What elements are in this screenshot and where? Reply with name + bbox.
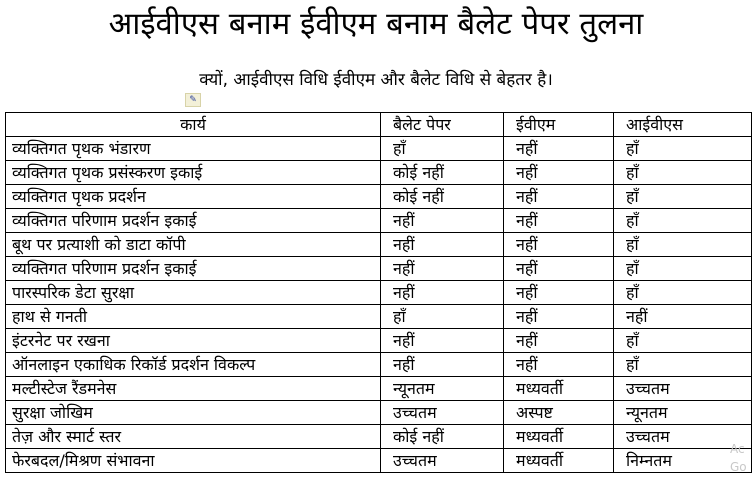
cell-ballot-paper: कोई नहीं (381, 161, 504, 185)
comparison-table (5, 112, 752, 473)
watermark-line-1: Ac (730, 442, 745, 456)
cell-evm: नहीं (504, 185, 614, 209)
table-row (6, 137, 752, 161)
table-row (6, 377, 752, 401)
table-row (6, 305, 752, 329)
cell-task: हाथ से गनती (6, 305, 381, 329)
cell-ivs: हाँ (614, 137, 752, 161)
word-comment-marker-icon[interactable]: ✎ (185, 93, 201, 107)
cell-evm: नहीं (504, 209, 614, 233)
cell-task: व्यक्तिगत पृथक प्रदर्शन (6, 185, 381, 209)
cell-ballot-paper: नहीं (381, 209, 504, 233)
cell-evm: अस्पष्ट (504, 401, 614, 425)
table-row (6, 401, 752, 425)
cell-ballot-paper: हाँ (381, 305, 504, 329)
cell-ivs: न्यूनतम (614, 401, 752, 425)
cell-ivs: हाँ (614, 185, 752, 209)
cell-task: व्यक्तिगत पृथक भंडारण (6, 137, 381, 161)
cell-ballot-paper: नहीं (381, 233, 504, 257)
cell-ballot-paper: नहीं (381, 281, 504, 305)
table-row (6, 281, 752, 305)
cell-ballot-paper: नहीं (381, 329, 504, 353)
cell-ballot-paper: कोई नहीं (381, 425, 504, 449)
cell-task: ऑनलाइन एकाधिक रिकॉर्ड प्रदर्शन विकल्प (6, 353, 381, 377)
cell-task: व्यक्तिगत परिणाम प्रदर्शन इकाई (6, 257, 381, 281)
cell-ivs: हाँ (614, 329, 752, 353)
header-ballot-paper: बैलेट पेपर (381, 113, 504, 137)
cell-task: बूथ पर प्रत्याशी को डाटा कॉपी (6, 233, 381, 257)
cell-task: फेरबदल/मिश्रण संभावना (6, 449, 381, 473)
table-row (6, 353, 752, 377)
cell-evm: मध्यवर्ती (504, 377, 614, 401)
cell-task: इंटरनेट पर रखना (6, 329, 381, 353)
cell-ivs: नहीं (614, 305, 752, 329)
cell-ballot-paper: नहीं (381, 353, 504, 377)
table-row (6, 185, 752, 209)
table-row (6, 233, 752, 257)
header-task: कार्य (6, 113, 381, 137)
cell-evm: नहीं (504, 257, 614, 281)
table-row (6, 209, 752, 233)
cell-ivs: उच्चतम (614, 377, 752, 401)
table-row (6, 161, 752, 185)
cell-ballot-paper: नहीं (381, 257, 504, 281)
header-ivs: आईवीएस (614, 113, 752, 137)
cell-evm: नहीं (504, 329, 614, 353)
cell-ballot-paper: उच्चतम (381, 401, 504, 425)
cell-evm: नहीं (504, 137, 614, 161)
cell-evm: नहीं (504, 353, 614, 377)
cell-task: पारस्परिक डेटा सुरक्षा (6, 281, 381, 305)
cell-ballot-paper: उच्चतम (381, 449, 504, 473)
cell-evm: मध्यवर्ती (504, 425, 614, 449)
cell-evm: नहीं (504, 281, 614, 305)
header-evm: ईवीएम (504, 113, 614, 137)
cell-ivs: हाँ (614, 353, 752, 377)
cell-ivs: हाँ (614, 161, 752, 185)
cell-evm: नहीं (504, 161, 614, 185)
cell-evm: नहीं (504, 305, 614, 329)
table-row (6, 425, 752, 449)
cell-ivs: हाँ (614, 209, 752, 233)
cell-ivs: हाँ (614, 233, 752, 257)
cell-ivs: उच्चतम (614, 425, 752, 449)
cell-evm: मध्यवर्ती (504, 449, 614, 473)
cell-evm: नहीं (504, 233, 614, 257)
cell-ballot-paper: कोई नहीं (381, 185, 504, 209)
cell-task: तेज़ और स्मार्ट स्तर (6, 425, 381, 449)
table-row (6, 449, 752, 473)
cell-ivs: हाँ (614, 281, 752, 305)
cell-ballot-paper: हाँ (381, 137, 504, 161)
cell-ivs: निम्नतम (614, 449, 752, 473)
table-row (6, 257, 752, 281)
cell-task: व्यक्तिगत पृथक प्रसंस्करण इकाई (6, 161, 381, 185)
cell-task: मल्टीस्टेज रैंडमनेस (6, 377, 381, 401)
page-subtitle: क्यों, आईवीएस विधि ईवीएम और बैलेट विधि से बेहतर है। (199, 70, 553, 90)
table-header-row (6, 113, 752, 137)
cell-task: व्यक्तिगत परिणाम प्रदर्शन इकाई (6, 209, 381, 233)
cell-task: सुरक्षा जोखिम (6, 401, 381, 425)
watermark-line-2: Go (730, 460, 747, 474)
page-title: आईवीएस बनाम ईवीएम बनाम बैलेट पेपर तुलना (108, 6, 644, 42)
activation-watermark (730, 440, 752, 480)
cell-ivs: हाँ (614, 257, 752, 281)
table-row (6, 329, 752, 353)
cell-ballot-paper: न्यूनतम (381, 377, 504, 401)
